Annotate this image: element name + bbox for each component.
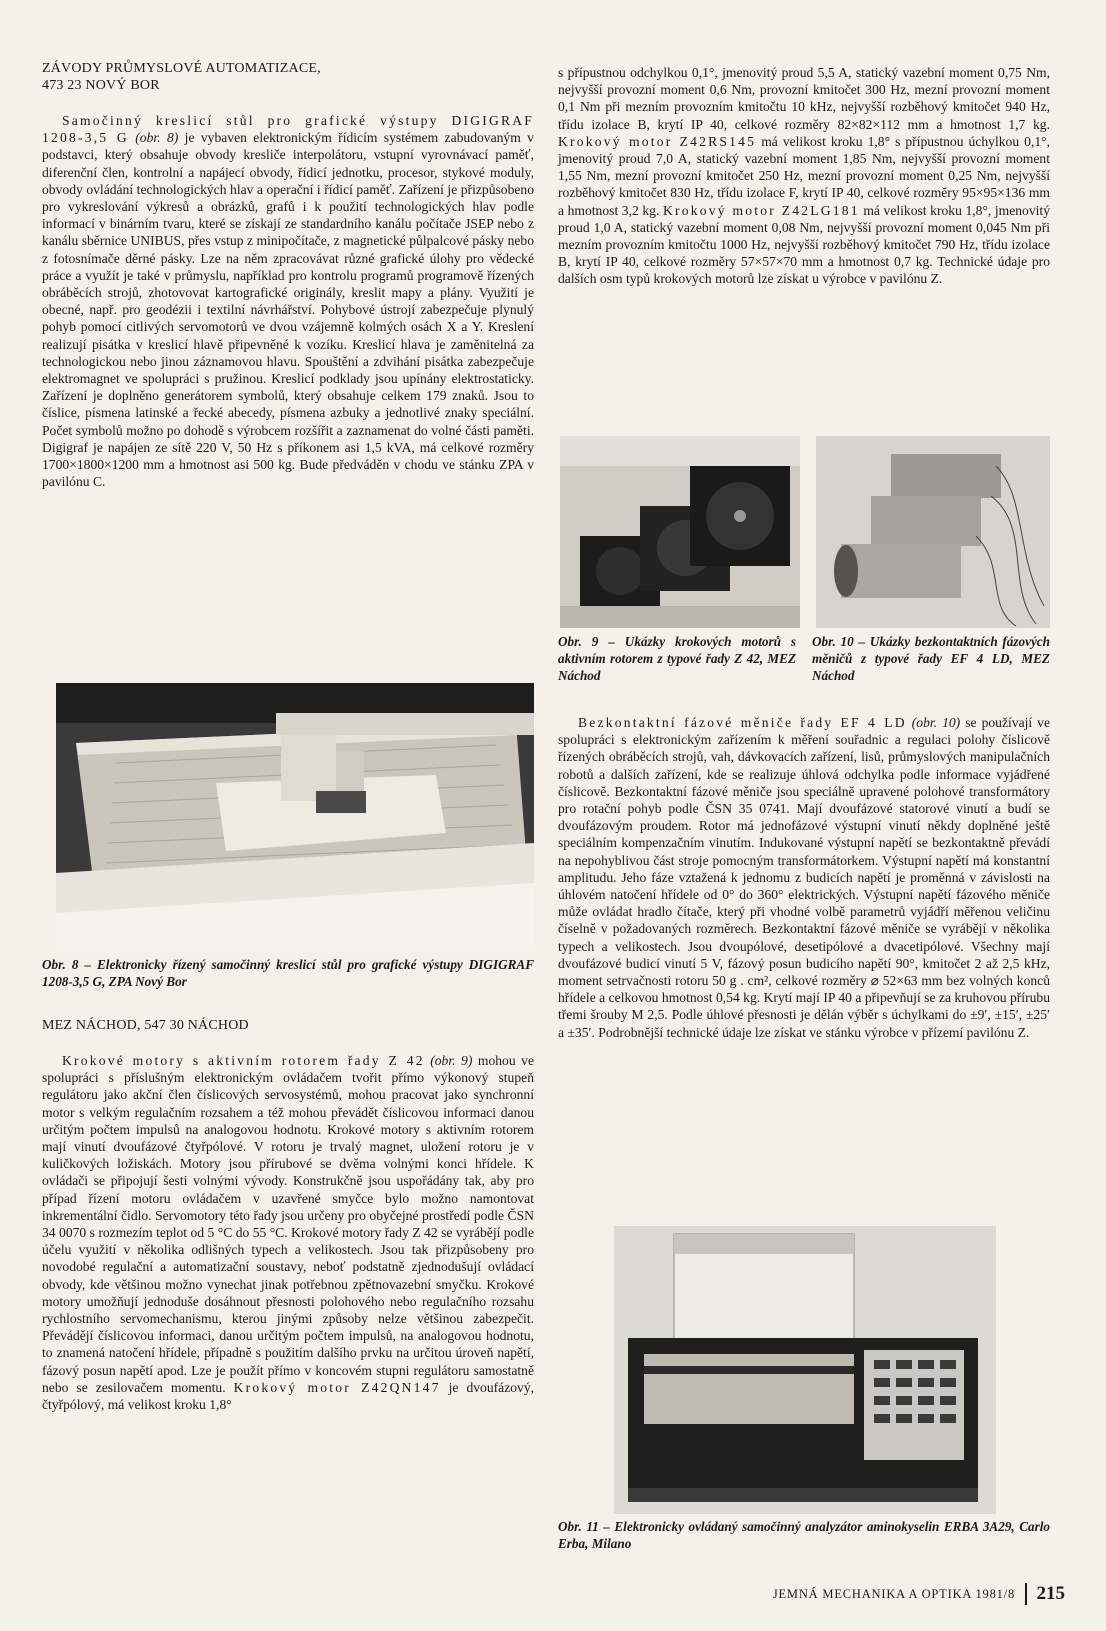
- motor-model-lead: Krokový motor Z42RS145: [558, 133, 757, 149]
- article-body: je vybaven elektronickým řídicím systémem zabudovaným v podstavci, který obsahuje obvody kresliče interpolátoru, vstupní vyrovnávací paměť, diferenční člen, kontrolní a napájecí obvody, řídicí jednotku, procesor, stykové moduly, obvody ovládání technologických hlav a operační i řídicí paměť. Zařízení je přizpůsobeno pro vykreslování výkresů a obrázků, grafů i k použití technologických hlav podle informací v binárním tvaru, které se získají ze standardního kanálu počítače JSEP nebo z kanálu sběrnice UNIBUS, přes vstup z minipočítače, z magnetické půlpalcové pásky nebo z fotosnímače děrné pásky. Lze na něm zpracovávat různé grafické úlohy pro vědecké práce a využít je také v průmyslu, například pro kontrolu programů programově řízených obráběcích strojů, zhotovovat kartografické originály, kreslit mapy a plány. Využití je obecné, např. pro geodézii i textilní návrhářství. Pohybové ústrojí zabezpečuje plynulý pohyb pomocí citlivých servomotorů ve dvou vzájemně kolmých osách X a Y. Kreslení realizují pisátka v kreslicí hlavě připevněné k vozíku. Kreslicí hlava je zaměnitelná za technologickou nebo jinou záznamovou hlavu. Spouštění a zdvihání pisátka zabezpečuje elektromagnet ve spolupráci s pružinou. Kreslicí podklady jsou upínány elektrostaticky. Zařízení je doplněno generátorem symbolů, který obsahuje celkem 179 znaků. Jsou to číslice, písmena latinské a řecké abecedy, písmena azbuky a jednotlivé znaky speciální. Počet symbolů možno po dohodě s výrobcem rozšířit a zaznamenat do volné části paměti. Digigraf je napájen ze sítě 220 V, 50 Hz s příkonem asi 1,5 kVA, má celkové rozměry 1700×1800×1200 mm a hmotnost asi 500 kg. Bude předváděn v chodu ve stánku ZPA v pavilónu C.: [42, 130, 534, 490]
- figure-9-photo: [560, 436, 800, 628]
- footer-divider: [1025, 1583, 1027, 1605]
- spec-text: má velikost kroku 1,8°, jmenovitý proud 1,0 A, statický vazební moment 0,08 Nm, nejvyšší provozní moment 0,045 Nm při mezním provozním kmitočtu 1000 Hz, nejvyšší rozběhový kmitočet 790 Hz, třídu izolace B, krytí IP 40, celkové rozměry 57×57×70 mm a hmotnost 0,7 kg. Technické údaje pro dalších osm typů krokových motorů lze získat u výrobce v pavilónu Z.: [558, 202, 1050, 287]
- article-phase-text: [558, 714, 1050, 1041]
- figure-ref: (obr. 10): [911, 715, 961, 730]
- company-name-mez: MEZ NÁCHOD, 547 30 NÁCHOD: [42, 1018, 249, 1033]
- company-name: ZÁVODY PRŮMYSLOVÉ AUTOMATIZACE,: [42, 61, 321, 76]
- figure-11-caption-box: [558, 1518, 1050, 1552]
- stepper-continuation: [558, 64, 1050, 288]
- figure-11-caption: Obr. 11 – Elektronicky ovládaný samočinný analyzátor aminokyselin ERBA 3A29, Carlo Erba, Milano: [558, 1519, 1050, 1551]
- figure-11-photo: [614, 1226, 996, 1514]
- figure-8-caption-box: [42, 956, 534, 990]
- stepper-motors-image: [560, 436, 800, 628]
- company-heading-mez: [42, 1017, 534, 1034]
- motor-model-lead: Krokový motor Z42LG181: [662, 202, 860, 218]
- stepper-continuation-text: [558, 64, 1050, 288]
- figure-9-caption-box: [558, 633, 796, 684]
- article-lead: Samočinný kreslicí stůl pro grafické výstupy DIGIGRAF 1208-3,5 G: [42, 113, 534, 146]
- article-stepper-motors: [42, 1052, 534, 1413]
- article-body: se používají ve spolupráci s elektronickým zařízením k měření souřadnic a regulaci polohy číslicově řízených obráběcích strojů, vah, dávkovacích zařízení, lisů, průmyslových manipulačních robotů a dalších zařízení, kde se realizuje úhlová odchylka podle informace vyjádřené číslicově. Bezkontaktní fázové měniče jsou speciálně upravené polohové transformátory pro rotační pohyb podle ČSN 35 0741. Mají dvoufázové statorové vinutí a budí se dvoufázovým proudem. Rotor má jednofázové výstupní vinutí někdy doplněné ještě speciálním kompenzačním vinutím. Indukované výstupní napětí se bezkontaktně převádí na nepohyblivou část stroje pomocným transformátorkem. Výstupní napětí má konstantní amplitudu. Jeho fáze vztažená k jednomu z budicích napětí je proměnná v závislosti na úhlovém natočení hřídele od 0° do 360° elektrických. Výstupní napětí fázového měniče může ovládat hradlo čítače, který při vhodné volbě parametrů vyjádří měřenou veličinu číselně v požadovaných rozměrech. Bezkontaktní fázové měniče se vyrábějí v několika typech a velikostech. Jsou dvoupólové, desetipólové a dvacetipólové. Všechny mají dvoufázové budicí vinutí 5 V, fázový posun budicího napětí 90°, kmitočet 2 až 2,5 kHz, moment setrvačnosti rotoru 50 g . cm², celkové rozměry ⌀ 52×63 mm bez volných konců hřídele a celkovou hmotnost 0,54 kg. Krytí mají IP 40 a připevňují se za kruhovou přírubu třemi šrouby M 2,5. Podle úhlové přesnosti je dělán výběr s úchylkami do ±9′, ±15′, ±25′ a ±35′. Podrobnější technické údaje lze získat ve stánku výrobce v přízemí pavilónu Z.: [558, 715, 1050, 1040]
- article-lead: Krokové motory s aktivním rotorem řady Z 42: [62, 1053, 425, 1068]
- article-lead: Bezkontaktní fázové měniče řady EF 4 LD: [578, 715, 907, 730]
- article-phase-converters: [558, 714, 1050, 1041]
- page-footer: [735, 1583, 1065, 1605]
- company-heading-zpa: [42, 60, 534, 94]
- page-number: 215: [1036, 1583, 1065, 1604]
- spec-text: má velikost kroku 1,8° s přípustnou úchylkou 0,1°, jmenovitý proud 7,0 A, statický vazební moment 1,85 Nm, nejvyšší provozní moment 1,55 Nm, mezní provozní kmitočet 250 Hz, mezní provozní moment 0,25 Nm, nejvyšší rozběhový kmitočet 830 Hz, třídu izolace F, krytí IP 40, celkové rozměry 95×95×136 mm a hmotnost 3,2 kg.: [558, 133, 1050, 218]
- figure-10-caption: Obr. 10 – Ukázky bezkontaktních fázových měničů z typové řady EF 4 LD, MEZ Náchod: [812, 634, 1050, 683]
- article-stepper-text: [42, 1052, 534, 1413]
- article-digigraf: [42, 112, 534, 490]
- amino-acid-analyzer-image: [614, 1226, 996, 1514]
- plotter-table-image: [56, 683, 534, 951]
- motor-model-text: je dvoufázový, čtyřpólový, má velikost kroku 1,8°: [42, 1379, 535, 1413]
- figure-8-caption: Obr. 8 – Elektronicky řízený samočinný kreslicí stůl pro grafické výstupy DIGIGRAF 1208-3,5 G, ZPA Nový Bor: [42, 957, 534, 989]
- article-body: mohou ve spolupráci s příslušným elektronickým ovládačem tvořit přímo výkonový stupeň regulátoru jako akční člen číslicových servosystémů, mohou pracovat jako synchronní motor s velkým regulačním rozsahem a též mohou převádět číslicovou informaci danou určitým počtem impulsů na analogovou hodnotu. Krokové motory s aktivním rotorem mají vinutí dvoufázové čtyřpólové. V rotoru je trvalý magnet, uložení rotoru je v kuličkových ložiskách. Motory jsou přírubové se dvěma volnými konci hřídele. K ovládači se připojují šesti volnými vývody. Konstrukčně jsou uspořádány tak, aby pro případ řízení motoru ovládačem v uzavřené smyčce bylo možno namontovat inkrementální čidlo. Servomotory této řady jsou určeny pro obyčejné prostředí podle ČSN 34 0070 s rozmezím teplot od 5 °C do 55 °C. Krokové motory řady Z 42 se vyrábějí podle účelu využití v několika odlišných typech a velikostech. Jsou tak přizpůsobeny pro novodobé regulační a automatizační soustavy, neboť podstatně zjednodušují ovládací obvody, kde většinou možno vynechat jinak potřebnou zpětnovazební smyčku. Krokové motory umožňují jednoduše dosáhnout přesnosti polohového nebo regulačního rozsahu rychlostního servomechanismu, kterou jinými způsoby nelze většinou zabezpečit. Převádějí číslicovou informaci, danou určitým počtem impulsů, na analogovou hodnotu, to znamená natočení hřídele, případně s použitím dalšího prvku na určitou úroveň napětí, fázový posun napětí apod. Lze je použít přímo v koncovém stupni regulátoru samostatně nebo se zesilovačem momentu.: [42, 1053, 534, 1395]
- figure-10-photo: [816, 436, 1050, 628]
- figure-ref: (obr. 9): [430, 1053, 473, 1068]
- figure-10-caption-box: [812, 633, 1050, 684]
- figure-8-photo: [56, 683, 534, 951]
- journal-name: JEMNÁ MECHANIKA A OPTIKA 1981/8: [772, 1586, 1015, 1601]
- motor-model-lead: Krokový motor Z42QN147: [233, 1379, 441, 1395]
- figure-9-caption: Obr. 9 – Ukázky krokových motorů s aktivním rotorem z typové řady Z 42, MEZ Náchod: [558, 634, 796, 683]
- spec-text: s přípustnou odchylkou 0,1°, jmenovitý proud 5,5 A, statický vazební moment 0,75 Nm, nejvyšší provozní moment 0,6 Nm, provozní kmitočet 300 Hz, mezní provozní moment 0,1 Nm při mezním provozním kmitočtu 10 kHz, nejvyšší rozběhový kmitočet 940 Hz, třídu izolace B, krytí IP 40, celkové rozměry 82×82×112 mm a hmotnost 1,7 kg.: [558, 65, 1050, 132]
- article-digigraf-text: [42, 112, 534, 490]
- figure-ref: (obr. 8): [135, 130, 179, 146]
- company-address: 473 23 NOVÝ BOR: [42, 78, 160, 93]
- phase-converters-image: [816, 436, 1050, 628]
